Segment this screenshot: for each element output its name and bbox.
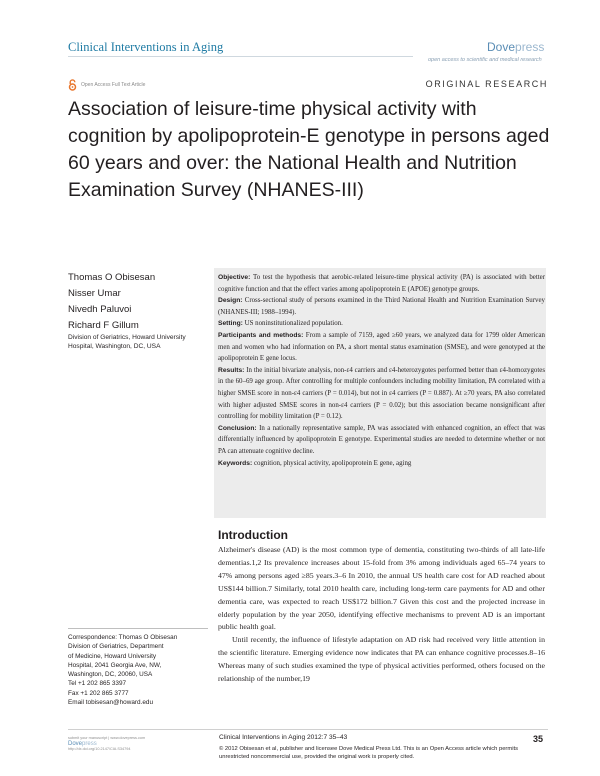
author-name: Richard F Gillum [68, 320, 139, 331]
abstract [218, 272, 545, 469]
abstract-participants [218, 330, 545, 365]
correspondence-line: Washington, DC, 20060, USA [68, 671, 153, 679]
footer-logo-dove: Dove [68, 740, 83, 747]
footer-logo-press: press [82, 740, 97, 747]
footer-copyright: © 2012 Obisesan et al, publisher and licensee Dove Medical Press Ltd. This is an Open Access article which permits unrestricted noncommercial use, provided the original work is properly cited. [219, 746, 518, 761]
abstract-label: Setting: [218, 320, 243, 328]
abstract-keywords [218, 458, 545, 470]
abstract-design [218, 295, 545, 318]
correspondence-email[interactable]: Email tobisesan@howard.edu [68, 699, 153, 707]
intro-paragraph: Until recently, the influence of lifestyle adaptation on AD risk had received very little attention in the scientific literature. Emerging evidence now indicates that PA can enhance cognitive processes.8–16 Whereas many of such studies examined the type of physical activities performed, others focused on the relationship of the number,19 [218, 635, 545, 684]
abstract-label: Results: [218, 366, 245, 374]
abstract-label: Participants and methods: [218, 331, 304, 339]
submit-manuscript-link[interactable]: submit your manuscript | www.dovepress.com [68, 736, 146, 740]
correspondence-divider [68, 628, 208, 629]
correspondence-line: Tel +1 202 865 3397 [68, 680, 127, 688]
open-access-badge [68, 79, 145, 91]
article-type-label: ORIGINAL RESEARCH [425, 79, 548, 89]
abstract-setting [218, 318, 545, 330]
intro-paragraph: Alzheimer's disease (AD) is the most common type of dementia, constituting two-thirds of all late-life dementias.1,2 Its prevalence increases about 15-fold from 3% among individuals aged 65–74 years to 47% among persons aged ≥85 years.3–6 In 2010, the annual US health care cost for AD reached about US$144 billion.7 Similarly, total 2010 health care, including long-term care payments for AD and other dementia care, was expected to reach US$172 billion.7 Given this cost and the projected increase in elderly population by the year 2050, identifying effective mechanisms to prevent AD is an important public health goal. [218, 545, 545, 632]
abstract-label: Design: [218, 297, 243, 305]
abstract-text: Cross-sectional study of persons examined in the Third National Health and Nutrition Examination Survey (NHANES-III; 1988–1994). [218, 297, 545, 316]
correspondence-line: Hospital, 2041 Georgia Ave, NW, [68, 661, 162, 669]
author-name: Thomas O Obisesan [68, 272, 156, 283]
author-list [68, 270, 155, 334]
abstract-label: Keywords: [218, 459, 253, 467]
publisher-logo[interactable] [487, 40, 544, 54]
publisher-logo-dove: Dove [487, 40, 516, 54]
abstract-conclusion [218, 423, 545, 458]
abstract-results [218, 365, 545, 423]
correspondence-label: Correspondence: Thomas O Obisesan [68, 634, 178, 641]
footer-divider [68, 729, 548, 730]
publisher-logo-press: press [515, 40, 545, 54]
abstract-text: To test the hypothesis that aerobic-related leisure-time physical activity (PA) is associated with better cognitive function and that the effect varies among apolipoprotein E (APOE) genotype groups. [218, 274, 545, 293]
author-name: Nisser Umar [68, 288, 121, 299]
abstract-text: From a sample of 7159, aged ≥60 years, we analyzed data for 1799 older American men and women who had information on PA, a short mental status examination (SMSE), and were genotyped at the apolipoprotein E gene locus. [218, 331, 545, 363]
abstract-text: US noninstitutionalized population. [244, 320, 343, 328]
open-access-label: Open Access Full Text Article [81, 82, 146, 88]
author-affiliation: Division of Geriatrics, Howard University Hospital, Washington, DC, USA [68, 334, 186, 350]
footer-citation: Clinical Interventions in Aging 2012:7 35–43 [219, 734, 348, 741]
abstract-text: In the initial bivariate analysis, non-ε4 carriers and ε4-heterozygotes performed better than ε4-homozygotes in the 60–69 age group. After controlling for multiple confounders including mobility limitation, PA correlated with a higher SMSE score in non-ε4 carriers (P = 0.014), but not in ε4 carriers (P = 0.887). At ≥70 years, PA also correlated with higher adjusted SMSE scores in non-ε4 carriers (P = 0.02); but this association became nonsignificant after controlling for mobility limitation (P = 0.12). [218, 366, 545, 421]
abstract-objective [218, 272, 545, 295]
abstract-text: In a nationally representative sample, PA was associated with enhanced cognition, an effect that was differentially influenced by apolipoprotein E genotype. Experimental studies are needed to determine whether or not PA can attenuate cognitive decline. [218, 424, 545, 455]
correspondence-line: Fax +1 202 865 3777 [68, 689, 129, 697]
introduction-body [218, 544, 545, 686]
article-title: Association of leisure-time physical activity with cognition by apolipoprotein-E genotype in persons aged 60 years and over: the National Health and Nutrition Examination Survey (NHANES-III) [68, 98, 550, 201]
section-heading-introduction: Introduction [218, 528, 288, 542]
correspondence-line: Division of Geriatrics, Department [68, 643, 164, 651]
header-divider [68, 56, 413, 57]
journal-name[interactable]: Clinical Interventions in Aging [68, 40, 224, 54]
author-name: Nivedh Paluvoi [68, 304, 132, 315]
abstract-label: Objective: [218, 274, 251, 281]
publisher-tagline: open access to scientific and medical research [428, 57, 542, 63]
abstract-label: Conclusion: [218, 424, 257, 432]
footer-publisher-block [68, 736, 145, 753]
correspondence-line: of Medicine, Howard University [68, 652, 157, 660]
abstract-text: cognition, physical activity, apolipoprotein E gene, aging [253, 459, 412, 467]
open-access-icon [68, 79, 77, 91]
doi-link[interactable]: http://dx.doi.org/10.2147/CIA.S34794 [68, 747, 131, 751]
correspondence-block [68, 633, 213, 707]
page-number: 35 [533, 734, 544, 744]
